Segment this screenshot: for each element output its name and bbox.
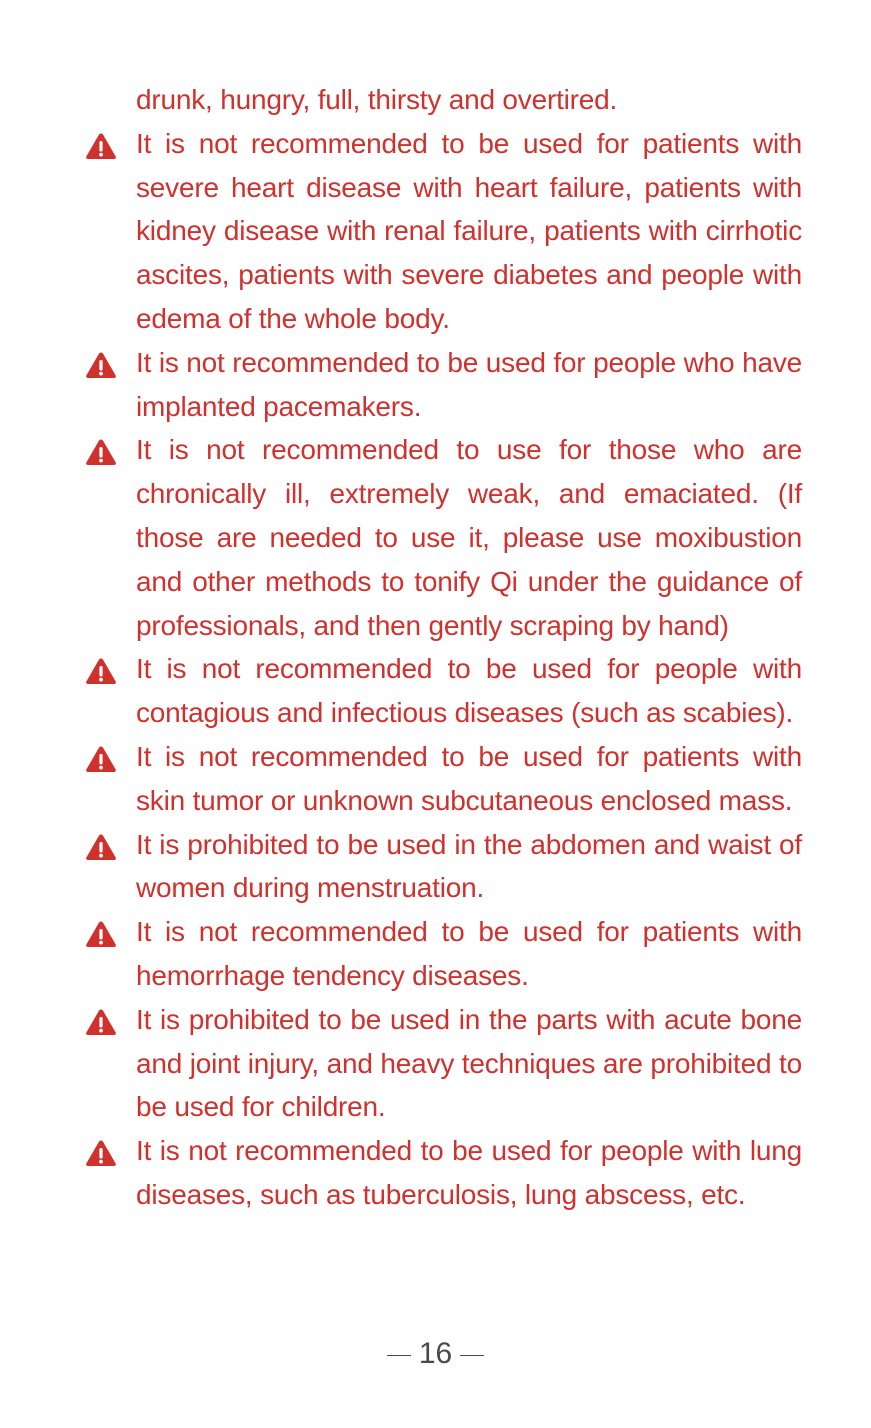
warning-item <box>136 122 802 341</box>
warning-item <box>136 998 802 1129</box>
warning-triangle-icon <box>85 657 117 685</box>
warning-item <box>136 428 802 647</box>
warning-item <box>136 823 802 911</box>
warning-text: It is not recommended to be used for patients with skin tumor or unknown subcutaneous enclosed mass. <box>136 740 802 816</box>
warning-item <box>136 1129 802 1217</box>
warning-triangle-icon <box>85 833 117 861</box>
warning-item <box>136 735 802 823</box>
warning-item <box>136 647 802 735</box>
warning-text: It is not recommended to be used for patients with severe heart disease with heart failure, patients with kidney disease with renal failure, patients with cirrhotic ascites, patients with severe diabetes and people with edema of the whole body. <box>136 127 802 334</box>
warning-triangle-icon <box>85 1008 117 1036</box>
warning-triangle-icon <box>85 1139 117 1167</box>
warning-triangle-icon <box>85 745 117 773</box>
warning-text: It is not recommended to be used for people who have implanted pacemakers. <box>136 346 802 422</box>
right-dash <box>460 1355 484 1356</box>
left-dash <box>387 1355 411 1356</box>
warning-triangle-icon <box>85 438 117 466</box>
warning-item <box>136 341 802 429</box>
warning-text: It is prohibited to be used in the abdomen and waist of women during menstruation. <box>136 828 802 904</box>
warning-text: It is not recommended to use for those who are chronically ill, extremely weak, and emaciated. (If those are needed to use it, please use moxibustion and other methods to tonify Qi under the guidance of professionals, and then gently scraping by hand) <box>136 434 802 641</box>
warning-text: It is prohibited to be used in the parts with acute bone and joint injury, and heavy techniques are prohibited to be used for children. <box>136 1003 802 1123</box>
warning-item <box>136 910 802 998</box>
page-number: 16 <box>418 1337 453 1370</box>
warning-triangle-icon <box>85 132 117 160</box>
warning-text: It is not recommended to be used for people with contagious and infectious diseases (such as scabies). <box>136 653 802 729</box>
warnings-list <box>136 122 802 1217</box>
warnings-content <box>136 78 802 1217</box>
warning-triangle-icon <box>85 920 117 948</box>
warning-text: It is not recommended to be used for patients with hemorrhage tendency diseases. <box>136 916 802 991</box>
continuation-text: drunk, hungry, full, thirsty and overtired. <box>136 84 618 115</box>
warning-text: It is not recommended to be used for people with lung diseases, such as tuberculosis, lung abscess, etc. <box>136 1135 802 1210</box>
page-footer <box>0 1332 871 1376</box>
warning-triangle-icon <box>85 351 117 379</box>
